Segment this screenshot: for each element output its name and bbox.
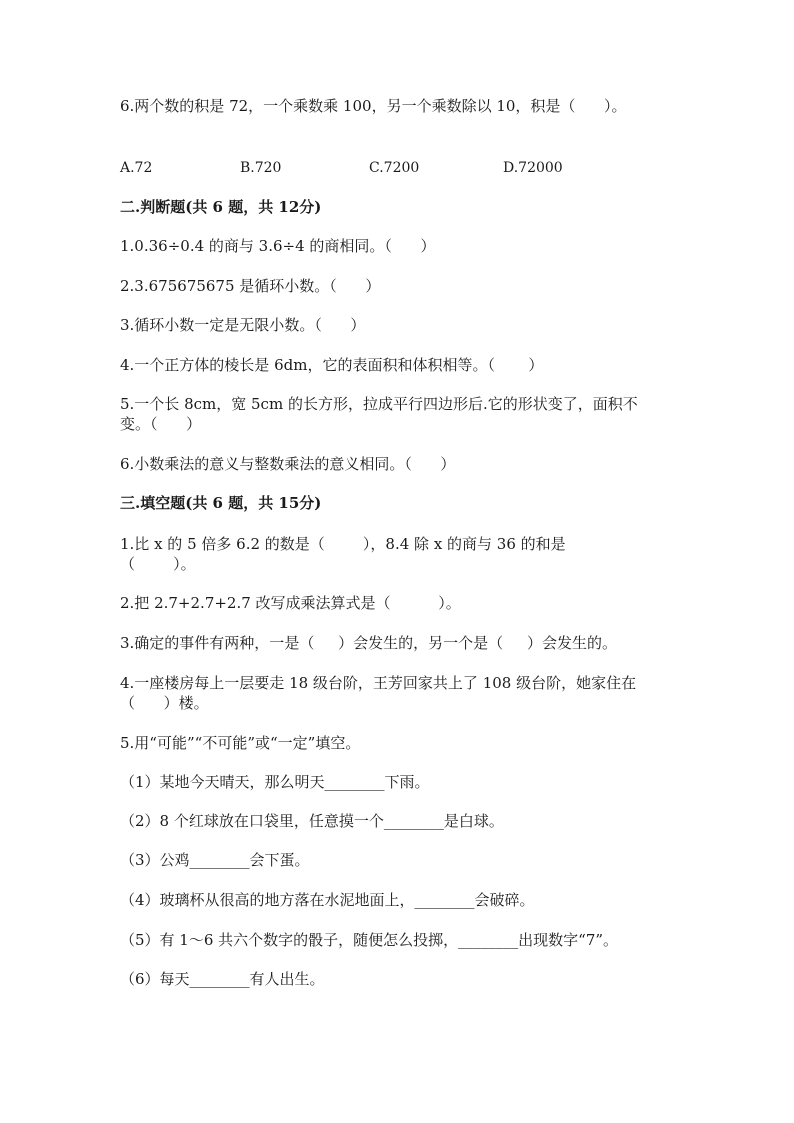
fill-item: 5.用“可能”“不可能”或“一定”填空。 bbox=[120, 734, 361, 752]
judgement-item: 6.小数乘法的意义与整数乘法的意义相同。（ ） bbox=[120, 455, 456, 473]
fill-item: 1.比 x 的 5 倍多 6.2 的数是（ ），8.4 除 x 的商与 36 的和是 bbox=[120, 535, 566, 553]
fill-subitem: （4）玻璃杯从很高的地方落在水泥地面上，________会破碎。 bbox=[120, 891, 535, 909]
fill-subitem: （5）有 1～6 共六个数字的骰子，随便怎么投掷，________出现数字“7”。 bbox=[120, 931, 619, 949]
section-heading-fill-blank: 三.填空题(共 6 题，共 15分) bbox=[120, 494, 322, 512]
option-b: B.720 bbox=[240, 160, 282, 176]
fill-item: 4.一座楼房每上一层要走 18 级台阶，王芳回家共上了 108 级台阶，她家住在 bbox=[120, 674, 637, 692]
fill-item-continuation: （ ）楼。 bbox=[120, 694, 209, 712]
judgement-item-continuation: 变。（ ） bbox=[120, 415, 202, 433]
option-c: C.7200 bbox=[369, 160, 420, 176]
judgement-item: 2.3.675675675 是循环小数。（ ） bbox=[120, 277, 381, 295]
option-d: D.72000 bbox=[503, 160, 563, 176]
option-a: A.72 bbox=[120, 160, 153, 176]
section-heading-judgement: 二.判断题(共 6 题，共 12分) bbox=[120, 198, 322, 216]
judgement-item: 1.0.36÷0.4 的商与 3.6÷4 的商相同。（ ） bbox=[120, 237, 436, 255]
judgement-item: 5.一个长 8cm，宽 5cm 的长方形，拉成平行四边形后.它的形状变了，面积不 bbox=[120, 395, 638, 413]
fill-subitem: （2）8 个红球放在口袋里，任意摸一个________是白球。 bbox=[120, 812, 504, 830]
question-6-stem: 6.两个数的积是 72，一个乘数乘 100，另一个乘数除以 10，积是（ ）。 bbox=[120, 97, 627, 115]
fill-subitem: （3）公鸡________会下蛋。 bbox=[120, 851, 310, 869]
judgement-item: 4.一个正方体的棱长是 6dm，它的表面积和体积相等。（ ） bbox=[120, 356, 544, 374]
fill-item: 2.把 2.7+2.7+2.7 改写成乘法算式是（ ）。 bbox=[120, 594, 461, 612]
fill-item: 3.确定的事件有两种，一是（ ）会发生的，另一个是（ ）会发生的。 bbox=[120, 634, 617, 652]
fill-subitem: （6）每天________有人出生。 bbox=[120, 970, 325, 988]
fill-subitem: （1）某地今天晴天，那么明天________下雨。 bbox=[120, 773, 430, 791]
judgement-item: 3.循环小数一定是无限小数。（ ） bbox=[120, 316, 366, 334]
fill-item-continuation: （ ）。 bbox=[120, 555, 196, 573]
